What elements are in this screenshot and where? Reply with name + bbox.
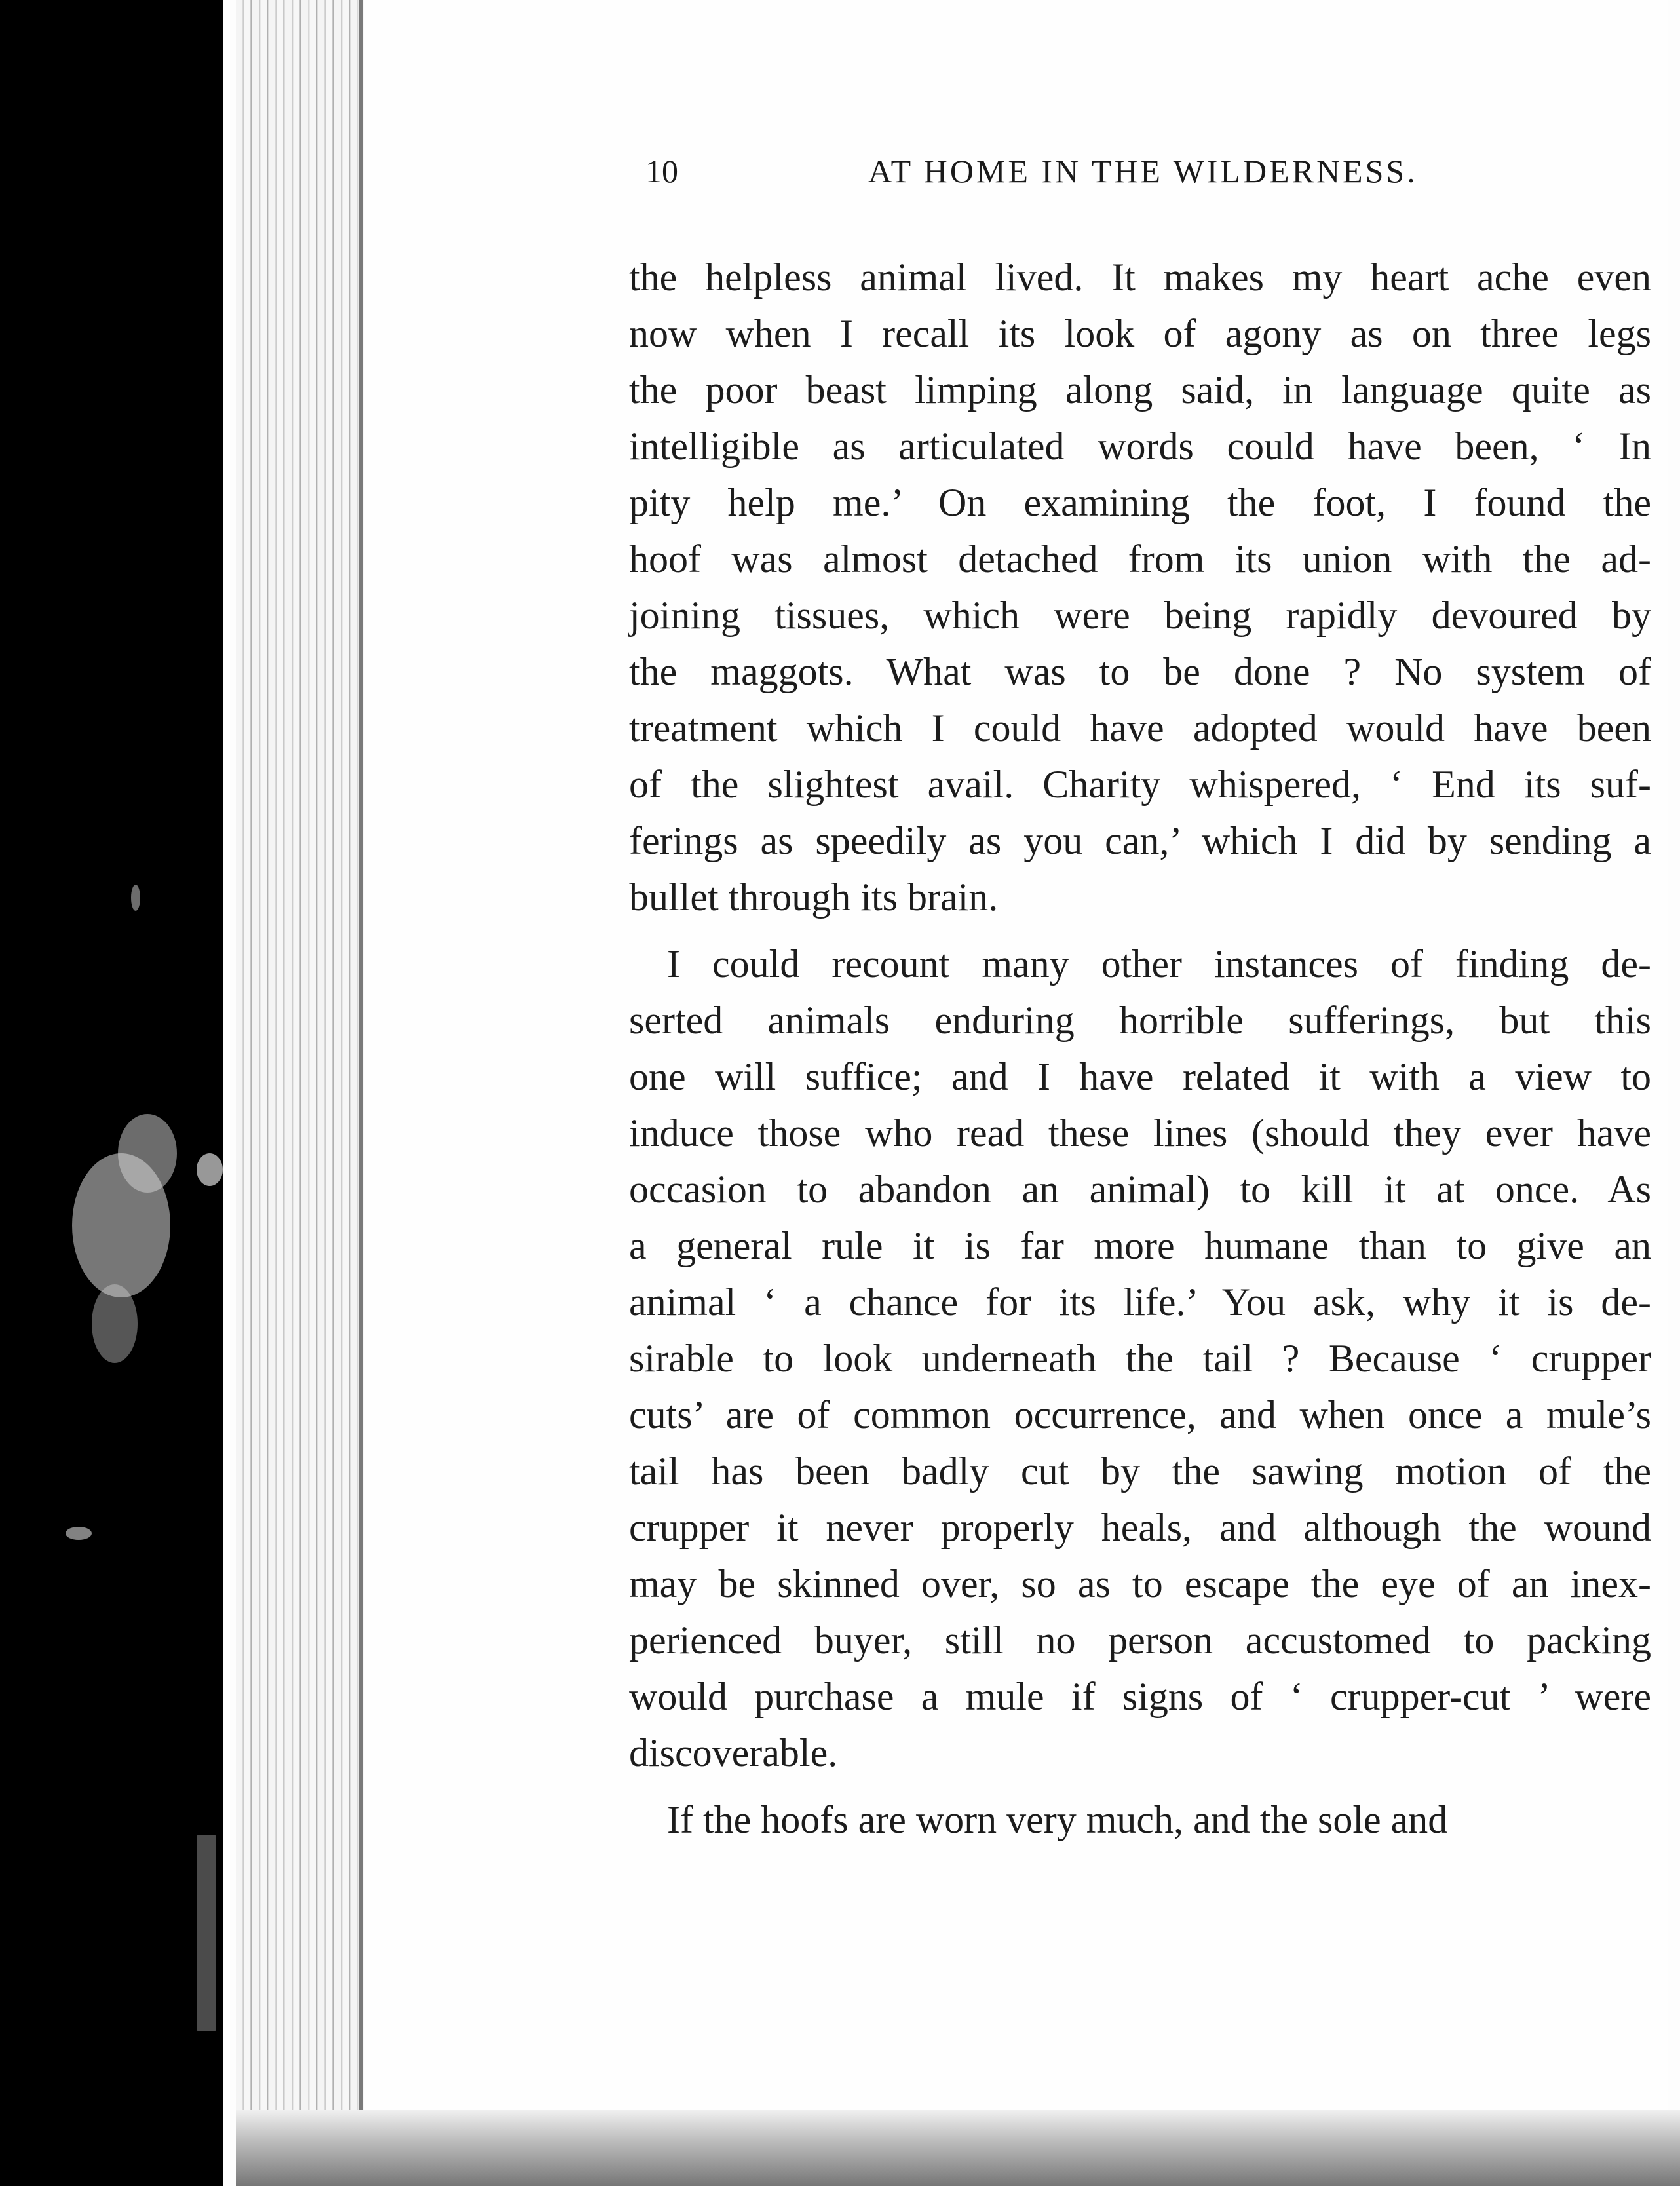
- text-line: I could recount many other instances of finding de-: [667, 942, 1651, 986]
- text-line: sirable to look underneath the tail ? Because ‘ crupper: [629, 1337, 1651, 1380]
- page-header: [645, 152, 1451, 204]
- text-line: serted animals enduring horrible sufferings, but this: [629, 999, 1651, 1042]
- paragraph: [629, 936, 1651, 1781]
- text-line: the maggots. What was to be done ? No system of: [629, 650, 1651, 693]
- page-edges: [236, 0, 367, 2186]
- text-line: animal ‘ a chance for its life.’ You ask, why it is de-: [629, 1280, 1651, 1324]
- text-line: pity help me.’ On examining the foot, I found the: [629, 481, 1651, 524]
- dust-speck: [92, 1284, 138, 1363]
- dust-speck: [118, 1114, 177, 1193]
- paragraph: [629, 1792, 1651, 1848]
- text-line: one will suffice; and I have related it with a view to: [629, 1055, 1651, 1098]
- dust-speck: [66, 1527, 92, 1540]
- text-line: a general rule it is far more humane than to give an: [629, 1224, 1651, 1267]
- text-line: intelligible as articulated words could have been, ‘ In: [629, 425, 1651, 468]
- page-bottom-edge: [236, 2110, 1680, 2186]
- running-head: AT HOME IN THE WILDERNESS.: [868, 153, 1418, 189]
- dust-speck: [197, 1835, 216, 2031]
- dust-speck: [197, 1153, 223, 1186]
- paragraph: [629, 249, 1651, 925]
- text-line: ferings as speedily as you can,’ which I did by sending a: [629, 819, 1651, 862]
- gutter-shadow: [359, 0, 363, 2186]
- text-line: bullet through its brain.: [629, 875, 999, 919]
- page-number: 10: [645, 153, 678, 189]
- paragraph-gap: [629, 1781, 1651, 1792]
- text-line: may be skinned over, so as to escape the eye of an inex-: [629, 1562, 1651, 1605]
- text-line: occasion to abandon an animal) to kill it at once. As: [629, 1168, 1651, 1211]
- paragraph-gap: [629, 925, 1651, 936]
- text-line: cuts’ are of common occurrence, and when once a mule’s: [629, 1393, 1651, 1436]
- text-line: now when I recall its look of agony as on three legs: [629, 312, 1651, 355]
- text-line: hoof was almost detached from its union with the ad-: [629, 537, 1651, 581]
- text-line: perienced buyer, still no person accustomed to packing: [629, 1619, 1651, 1662]
- text-line: crupper it never properly heals, and although the wound: [629, 1506, 1651, 1549]
- dust-speck: [131, 885, 140, 911]
- body-text: [629, 249, 1651, 1848]
- text-line: tail has been badly cut by the sawing motion of the: [629, 1449, 1651, 1493]
- text-line: If the hoofs are worn very much, and the sole and: [667, 1798, 1448, 1841]
- text-line: induce those who read these lines (should they ever have: [629, 1111, 1651, 1155]
- text-line: of the slightest avail. Charity whispered, ‘ End its suf-: [629, 763, 1651, 806]
- text-line: the poor beast limping along said, in language quite as: [629, 368, 1651, 412]
- text-line: joining tissues, which were being rapidly devoured by: [629, 594, 1651, 637]
- text-line: the helpless animal lived. It makes my heart ache even: [629, 256, 1651, 299]
- scanner-background: [0, 0, 236, 2186]
- text-line: treatment which I could have adopted would have been: [629, 706, 1651, 750]
- text-line: discoverable.: [629, 1731, 838, 1774]
- text-line: would purchase a mule if signs of ‘ crupper-cut ’ were: [629, 1675, 1651, 1718]
